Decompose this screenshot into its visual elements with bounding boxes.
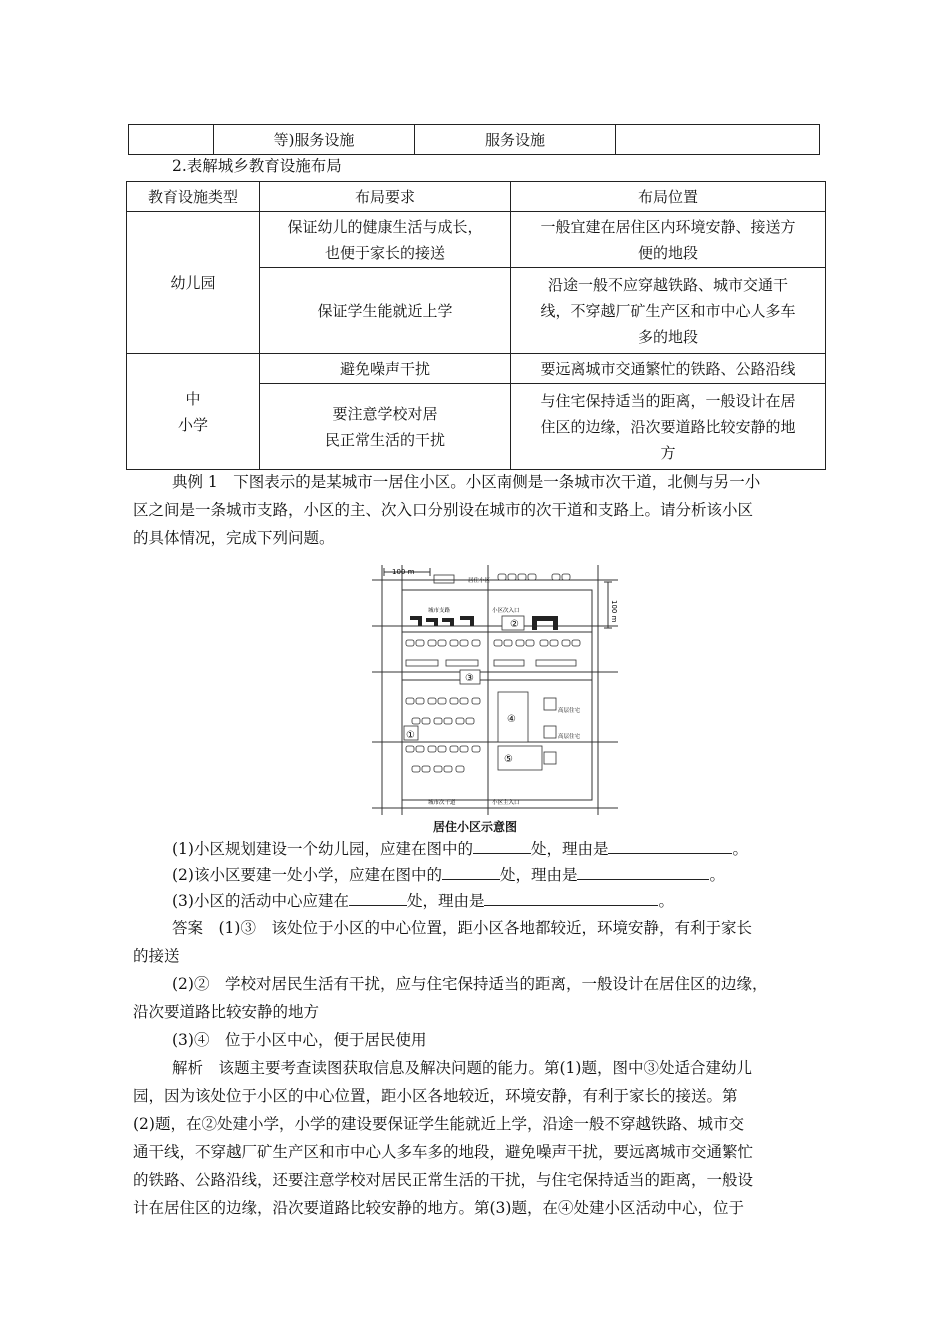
question-2: (2)该小区要建一处小学，应建在图中的 处，理由是 。 xyxy=(172,861,725,888)
header-requirement: 布局要求 xyxy=(260,182,511,212)
kindergarten-loc2: 沿途一般不应穿越铁路、城市交通干 线，不穿越厂矿生产区和市中心人多车 多的地段 xyxy=(511,268,826,354)
label-main-entrance: 小区主入口 xyxy=(492,800,520,806)
q3-site-blank[interactable] xyxy=(349,887,407,906)
question-3: (3)小区的活动中心应建在 处，理由是 。 xyxy=(172,887,674,914)
kindergarten-type: 幼儿园 xyxy=(127,212,260,354)
q1-reason-blank[interactable] xyxy=(608,835,732,854)
scale-right-label: 100 m xyxy=(610,600,618,623)
education-layout-table xyxy=(126,181,826,470)
top-table-cell xyxy=(616,125,820,155)
school-loc2: 与住宅保持适当的距离，一般设计在居 住区的边缘，沿次要道路比较安静的地 方 xyxy=(511,384,826,470)
answer-1-line: 的接送 xyxy=(133,947,180,965)
q3-reason-blank[interactable] xyxy=(484,887,658,906)
site-5: ⑤ xyxy=(504,754,513,765)
analysis-line: 园，因为该处位于小区的中心位置，距小区各地较近，环境安静，有利于家长的接送。第 xyxy=(133,1087,738,1105)
kindergarten-req1: 保证幼儿的健康生活与成长， 也便于家长的接送 xyxy=(260,212,511,268)
example-line: 区之间是一条城市支路，小区的主、次入口分别设在城市的次干道和支路上。请分析该小区 xyxy=(133,501,754,519)
q1-site-blank[interactable] xyxy=(473,835,531,854)
school-type: 中 小学 xyxy=(127,354,260,470)
example-line: 典例 1 下图表示的是某城市一居住小区。小区南侧是一条城市次干道，北侧与另一小 xyxy=(172,473,761,491)
header-type: 教育设施类型 xyxy=(127,182,260,212)
analysis-line: 计在居住区的边缘，沿次要道路比较安静的地方。第(3)题，在④处建小区活动中心，位于 xyxy=(133,1199,744,1217)
label-district: 居住小区 xyxy=(468,578,491,584)
label-branch-road: 城市支路 xyxy=(428,608,451,614)
site-1: ① xyxy=(406,730,415,741)
answer-3: (3)④ 位于小区中心，便于居民使用 xyxy=(172,1031,427,1049)
header-location: 布局位置 xyxy=(511,182,826,212)
school-loc1: 要远离城市交通繁忙的铁路、公路沿线 xyxy=(511,354,826,384)
top-table-cell: 服务设施 xyxy=(415,125,616,155)
analysis-line: 解析 该题主要考查读图获取信息及解决问题的能力。第(1)题，图中③处适合建幼儿 xyxy=(172,1059,752,1077)
top-table-fragment xyxy=(128,124,820,155)
top-table-cell xyxy=(129,125,214,155)
site-2: ② xyxy=(510,619,519,630)
example-line: 的具体情况，完成下列问题。 xyxy=(133,529,335,547)
kindergarten-req2: 保证学生能就近上学 xyxy=(260,268,511,354)
label-secondary-road: 城市次干道 xyxy=(428,800,456,806)
label-secondary-entrance: 小区次入口 xyxy=(492,608,520,614)
q2-reason-blank[interactable] xyxy=(577,861,709,880)
school-req2: 要注意学校对居 民正常生活的干扰 xyxy=(260,384,511,470)
q2-site-blank[interactable] xyxy=(442,861,500,880)
kindergarten-loc1: 一般宜建在居住区内环境安静、接送方 便的地段 xyxy=(511,212,826,268)
analysis-line: 通干线，不穿越厂矿生产区和市中心人多车多的地段，避免噪声干扰，要远离城市交通繁忙 xyxy=(133,1143,754,1161)
label-highrise-2: 高层住宅 xyxy=(558,734,581,740)
site-4: ④ xyxy=(507,714,516,725)
section-title: 2.表解城乡教育设施布局 xyxy=(172,157,342,175)
analysis-line: 的铁路、公路沿线，还要注意学校对居民正常生活的干扰，与住宅保持适当的距离，一般设 xyxy=(133,1171,754,1189)
answer-2-line: 沿次要道路比较安静的地方 xyxy=(133,1003,320,1021)
answer-2-line: (2)② 学校对居民生活有干扰，应与住宅保持适当的距离，一般设计在居住区的边缘， xyxy=(172,975,768,993)
label-highrise-1: 高层住宅 xyxy=(558,708,581,714)
site-3: ③ xyxy=(465,673,474,684)
school-req1: 避免噪声干扰 xyxy=(260,354,511,384)
answer-1-line: 答案 (1)③ 该处位于小区的中心位置，距小区各地都较近，环境安静，有利于家长 xyxy=(172,919,752,937)
analysis-line: (2)题，在②处建小学，小学的建设要保证学生能就近上学，沿途一般不穿越铁路、城市交 xyxy=(133,1115,744,1133)
scale-top-label: 100 m xyxy=(392,568,415,576)
question-1: (1)小区规划建设一个幼儿园，应建在图中的 处，理由是 。 xyxy=(172,835,748,862)
map-caption: 居住小区示意图 xyxy=(432,820,517,834)
residential-map-figure xyxy=(372,560,618,820)
residential-map xyxy=(372,560,618,820)
top-table-cell: 等)服务设施 xyxy=(214,125,415,155)
